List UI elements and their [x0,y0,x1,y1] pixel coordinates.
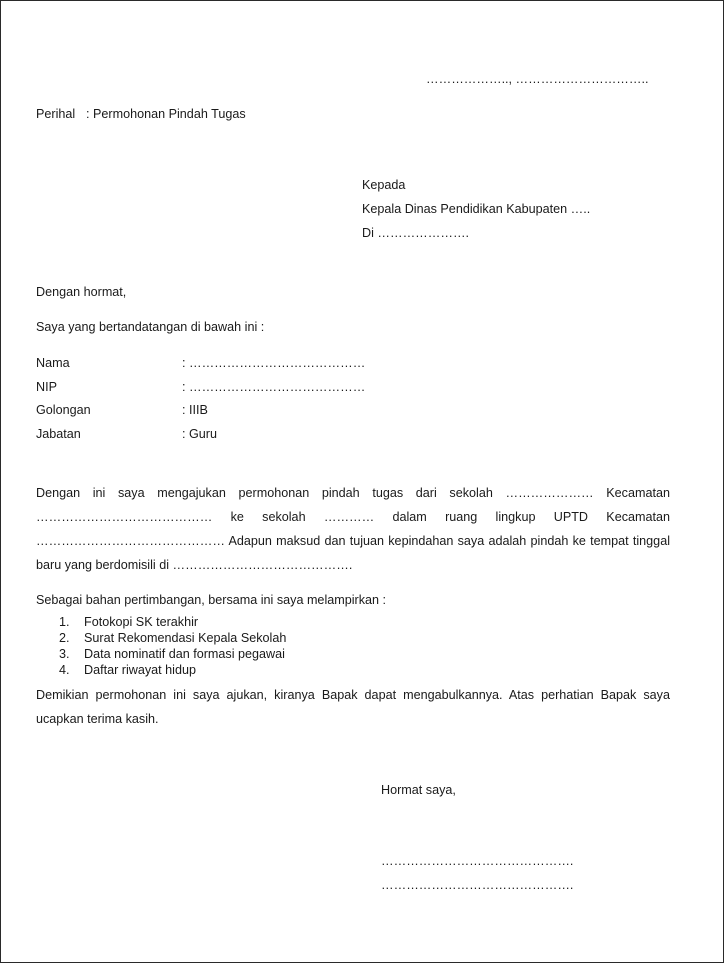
field-label-nama: Nama [36,356,70,370]
field-value-jabatan: : Guru [182,427,217,441]
field-label-jabatan: Jabatan [36,427,81,441]
intro-text: Saya yang bertandatangan di bawah ini : [36,320,265,334]
signature-name-line: ………………………………………. [381,854,574,868]
place-date: ……………….., ………………………….. [426,72,649,86]
recipient-location: Di …………………. [362,226,470,240]
signature-nip-line: ………………………………………. [381,878,574,892]
closing-line-1: Demikian permohonan ini saya ajukan, kiranya Bapak dapat mengabulkannya. Atas perhatian Bapak saya [36,688,670,702]
attachment-number: 2. [59,631,70,645]
attachment-number: 4. [59,663,70,677]
attachment-item: Daftar riwayat hidup [84,663,196,677]
attachments-intro: Sebagai bahan pertimbangan, bersama ini saya melampirkan : [36,593,387,607]
body-line-4: baru yang berdomisili di ……………………………………. [36,558,353,572]
field-label-nip: NIP [36,380,57,394]
attachment-item: Fotokopi SK terakhir [84,615,199,629]
signoff: Hormat saya, [381,783,456,797]
recipient-to: Kepada [362,178,406,192]
attachment-number: 1. [59,615,70,629]
attachment-item: Data nominatif dan formasi pegawai [84,647,285,661]
body-line-3: ……………………………………… Adapun maksud dan tujuan kepindahan saya adalah pindah ke tempat tinggal [36,534,670,548]
subject-label: Perihal [36,107,76,121]
field-label-golongan: Golongan [36,403,91,417]
subject-value: : Permohonan Pindah Tugas [86,107,246,121]
attachment-item: Surat Rekomendasi Kepala Sekolah [84,631,287,645]
closing-line-2: ucapkan terima kasih. [36,712,159,726]
body-line-2: …………………………………… ke sekolah ………… dalam ruang lingkup UPTD Kecamatan [36,510,670,524]
recipient-name: Kepala Dinas Pendidikan Kabupaten ….. [362,202,591,216]
greeting: Dengan hormat, [36,285,127,299]
field-value-nip: : …………………………………… [182,380,366,394]
attachment-number: 3. [59,647,70,661]
field-value-golongan: : IIIB [182,403,208,417]
field-value-nama: : …………………………………… [182,356,366,370]
body-line-1: Dengan ini saya mengajukan permohonan pindah tugas dari sekolah ………………… Kecamatan [36,486,670,500]
